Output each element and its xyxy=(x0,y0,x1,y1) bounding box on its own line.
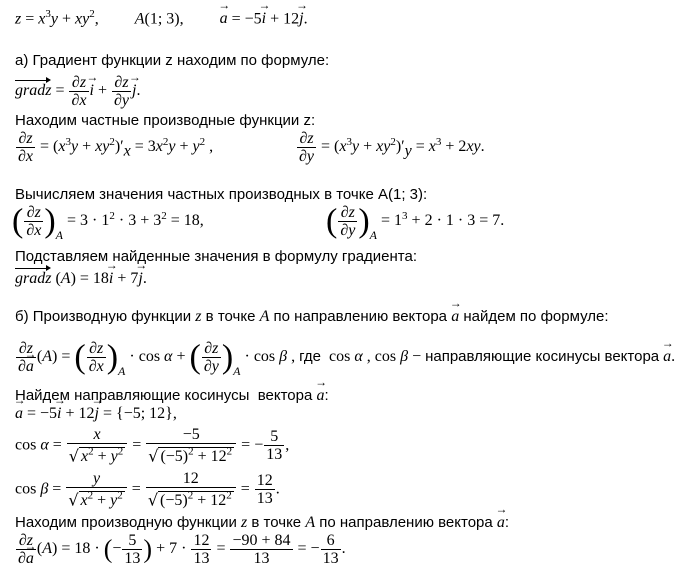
vector-a-line: a → = −5i → + 12j → = {−5; 12}, xyxy=(15,405,177,423)
grad-at-a: gradz (A) = 18i → + 7j →. xyxy=(15,270,147,288)
subst-intro: Подставляем найденные значения в формулу градиента: xyxy=(15,248,418,265)
cos-alpha-line: cos α = $\frac{x}{√ x^2 + y^2}$ = $\frac{-5}{√ (-5)^2 + 12^2}$ = − $\frac{5}{13}$ , xyxy=(15,426,290,466)
partials-intro: Находим частные производные функции z: xyxy=(15,112,316,129)
calc-intro: Вычисляем значения частных производных в точке A(1; 3): xyxy=(15,186,428,203)
partial-y-line: $\frac{\partial z}{\partial y}$ = $(x^3y + xy^2)'_y = x^3 + 2xy$. xyxy=(299,130,485,165)
directional-formula: $\frac{\partial z}{\partial a}$ → (A) = ( $\frac{\partial z}{\partial x}$ )$_A \cdot \cos \alpha$ + ( $\frac{\partial z}{\partial y}$ )$_A \cdot \cos \beta$ , где cos α , cos β − направляющие косинусы вектора a →. xyxy=(15,340,675,379)
grad-formula: gradz = $\frac{\partial z}{\partial x}$ i → + $\frac{\partial z}{\partial y}$ j →. xyxy=(15,74,140,109)
final-result: $\frac{\partial z}{\partial a}$ → (A) = 18 · (− $\frac{5}{13}$ ) + 7 · $\frac{12}{13}$ = $\frac{-90 + 84}{13}$ = − $\frac{6}{13}$ . xyxy=(15,532,346,567)
cos-beta-line: cos β = $\frac{y}{√ x^2 + y^2}$ = $\frac{12}{√ (-5)^2 + 12^2}$ = $\frac{12}{13}$ . xyxy=(15,470,280,510)
part-b-intro: б) Производную функции z в точке A по направлению вектора a → найдем по формуле: xyxy=(15,308,609,326)
cos-intro: Найдем направляющие косинусы вектора a →: xyxy=(15,387,329,405)
final-intro: Находим производную функции z в точке A по направлению вектора a →: xyxy=(15,514,509,532)
part-a-intro: а) Градиент функции z находим по формуле: xyxy=(15,52,330,69)
partials-line: $\frac{\partial z}{\partial x}$ = $(x^3y + xy^2)'_x = 3x^2y + y^2$ , xyxy=(18,130,214,165)
header-line: $z = x^3y + xy^2$, A(1; 3), a → = −5i → + 12j →. xyxy=(15,8,308,28)
values-x-line: ( $\frac{\partial z}{\partial x}$ )$_A = 3 \cdot 1^2 \cdot 3 + 3^2 = 18$, xyxy=(12,202,204,243)
values-y-line: ( $\frac{\partial z}{\partial y}$ )$_A = 1^3 + 2 \cdot 1 \cdot 3 = 7$. xyxy=(326,202,505,243)
